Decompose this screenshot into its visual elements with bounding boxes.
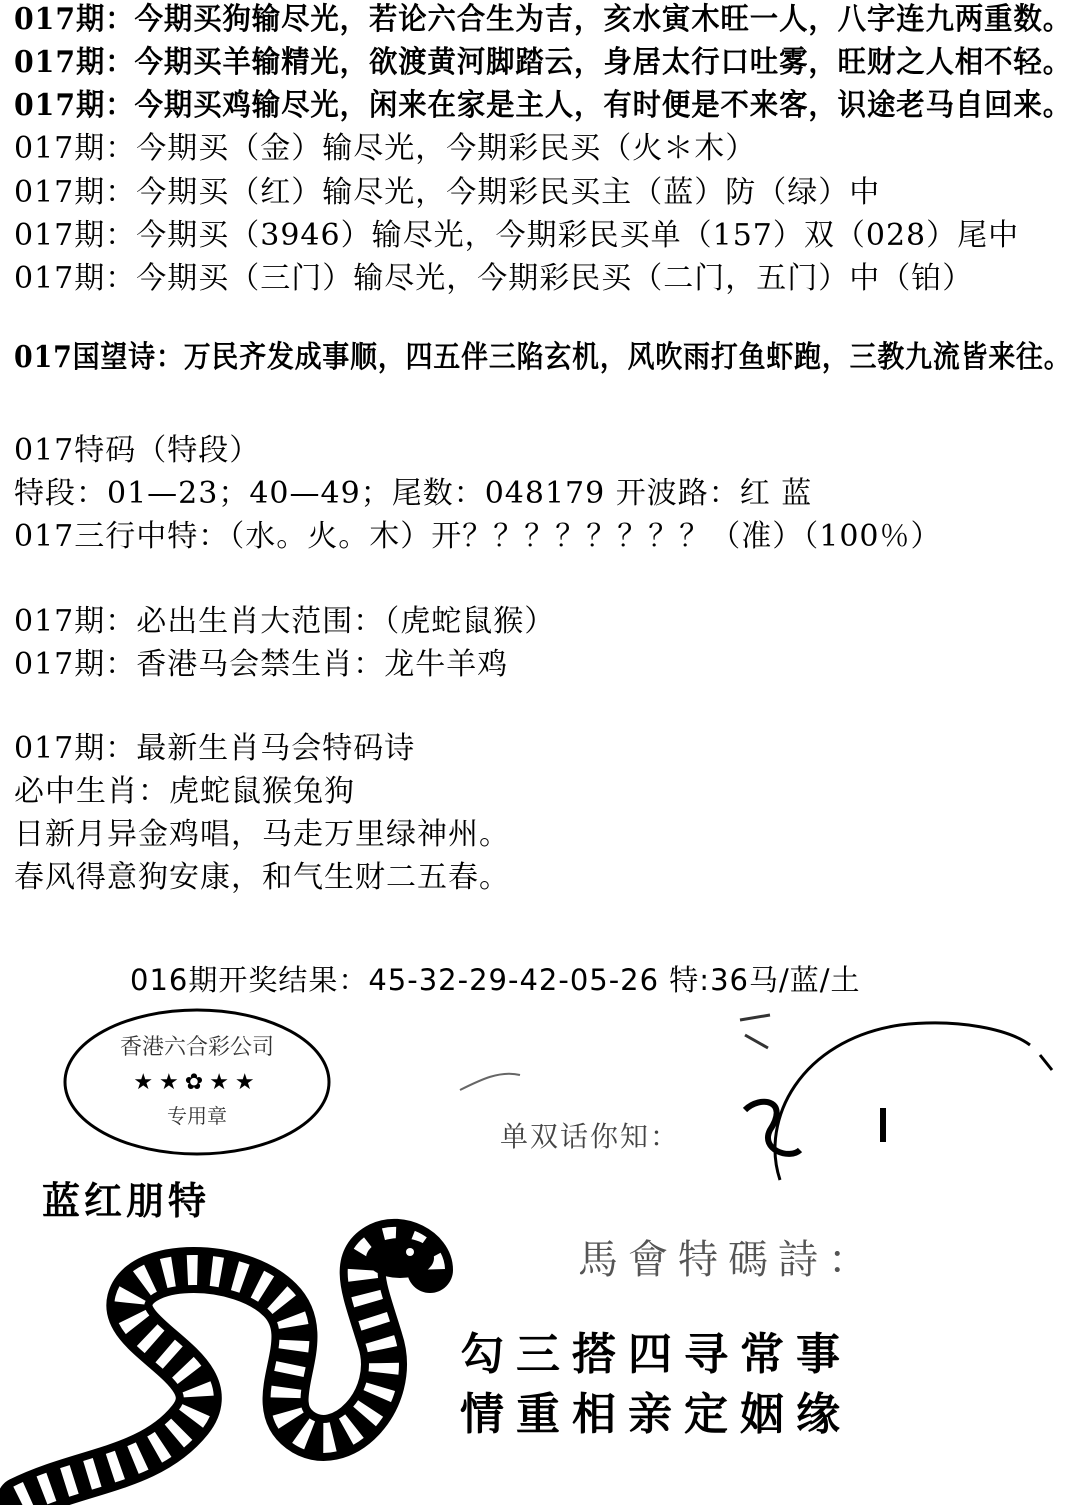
mahui-poem-title: 馬會特碼詩： xyxy=(578,1237,878,1283)
prediction-line-6: 017期：今期买（3946）输尽光，今期彩民买单（157）双（028）尾中 xyxy=(14,218,1020,253)
stamp-stars: ★★✿★★ xyxy=(133,1070,261,1095)
handwritten-mark xyxy=(745,1102,800,1154)
stamp-title: 香港六合彩公司 xyxy=(119,1035,274,1060)
banned-zodiac: 017期：香港马会禁生肖：龙牛羊鸡 xyxy=(14,647,509,682)
signature-tick xyxy=(1040,1055,1052,1070)
prediction-line-5: 017期：今期买（红）输尽光，今期彩民买主（蓝）防（绿）中 xyxy=(14,175,881,210)
handwritten-bar xyxy=(880,1108,886,1142)
prediction-line-7: 017期：今期买（三门）输尽光，今期彩民买（二门，五门）中（铂） xyxy=(14,261,974,296)
signature-scribble xyxy=(740,1015,770,1048)
big-poem-line-2: 情重相亲定姻缘 xyxy=(460,1389,852,1440)
special-segment-line: 特段：01—23；40—49；尾数：048179 开波路：红 蓝 xyxy=(14,476,813,511)
snake-illustration xyxy=(20,1238,434,1500)
must-zodiac-range: 017期：必出生肖大范围：（虎蛇鼠猴） xyxy=(14,604,556,639)
stamp-bottom-text: 专用章 xyxy=(167,1104,227,1128)
prediction-line-2: 017期：今期买羊输精光，欲渡黄河脚踏云，身居太行口吐雾，旺财之人相不轻。 xyxy=(14,45,1073,80)
faint-scribble xyxy=(460,1074,520,1090)
three-elements-line: 017三行中特：（水。火。木）开？？？？？？？？（准）（100％） xyxy=(14,519,942,554)
company-stamp xyxy=(62,1008,332,1158)
blue-red-tag: 蓝红朋特 xyxy=(42,1179,211,1223)
prediction-line-1: 017期：今期买狗输尽光，若论六合生为吉，亥水寅木旺一人，八字连九两重数。 xyxy=(14,2,1073,37)
prediction-line-4: 017期：今期买（金）输尽光，今期彩民买（火＊木） xyxy=(14,131,757,166)
must-zodiac-list: 必中生肖：虎蛇鼠猴兔狗 xyxy=(14,774,355,809)
poem-line-2: 春风得意狗安康，和气生财二五春。 xyxy=(14,860,510,895)
latest-poem-title: 017期：最新生肖马会特码诗 xyxy=(14,731,416,766)
prediction-line-3: 017期：今期买鸡输尽光，闲来在家是主人，有时便是不来客，识途老马自回来。 xyxy=(14,88,1073,123)
guowang-poem: 017国望诗：万民齐发成事顺，四五伴三陷玄机，风吹雨打鱼虾跑，三教九流皆来往。 xyxy=(14,340,1072,375)
special-heading: 017特码（特段） xyxy=(14,433,261,468)
signature-curve xyxy=(775,1023,1030,1180)
previous-draw-result: 016期开奖结果：45-32-29-42-05-26 特:36马/蓝/土 xyxy=(130,963,861,997)
odd-even-label: 单双话你知： xyxy=(500,1120,681,1153)
big-poem-line-1: 勾三搭四寻常事 xyxy=(460,1329,852,1380)
poem-line-1: 日新月异金鸡唱，马走万里绿神州。 xyxy=(14,817,510,852)
